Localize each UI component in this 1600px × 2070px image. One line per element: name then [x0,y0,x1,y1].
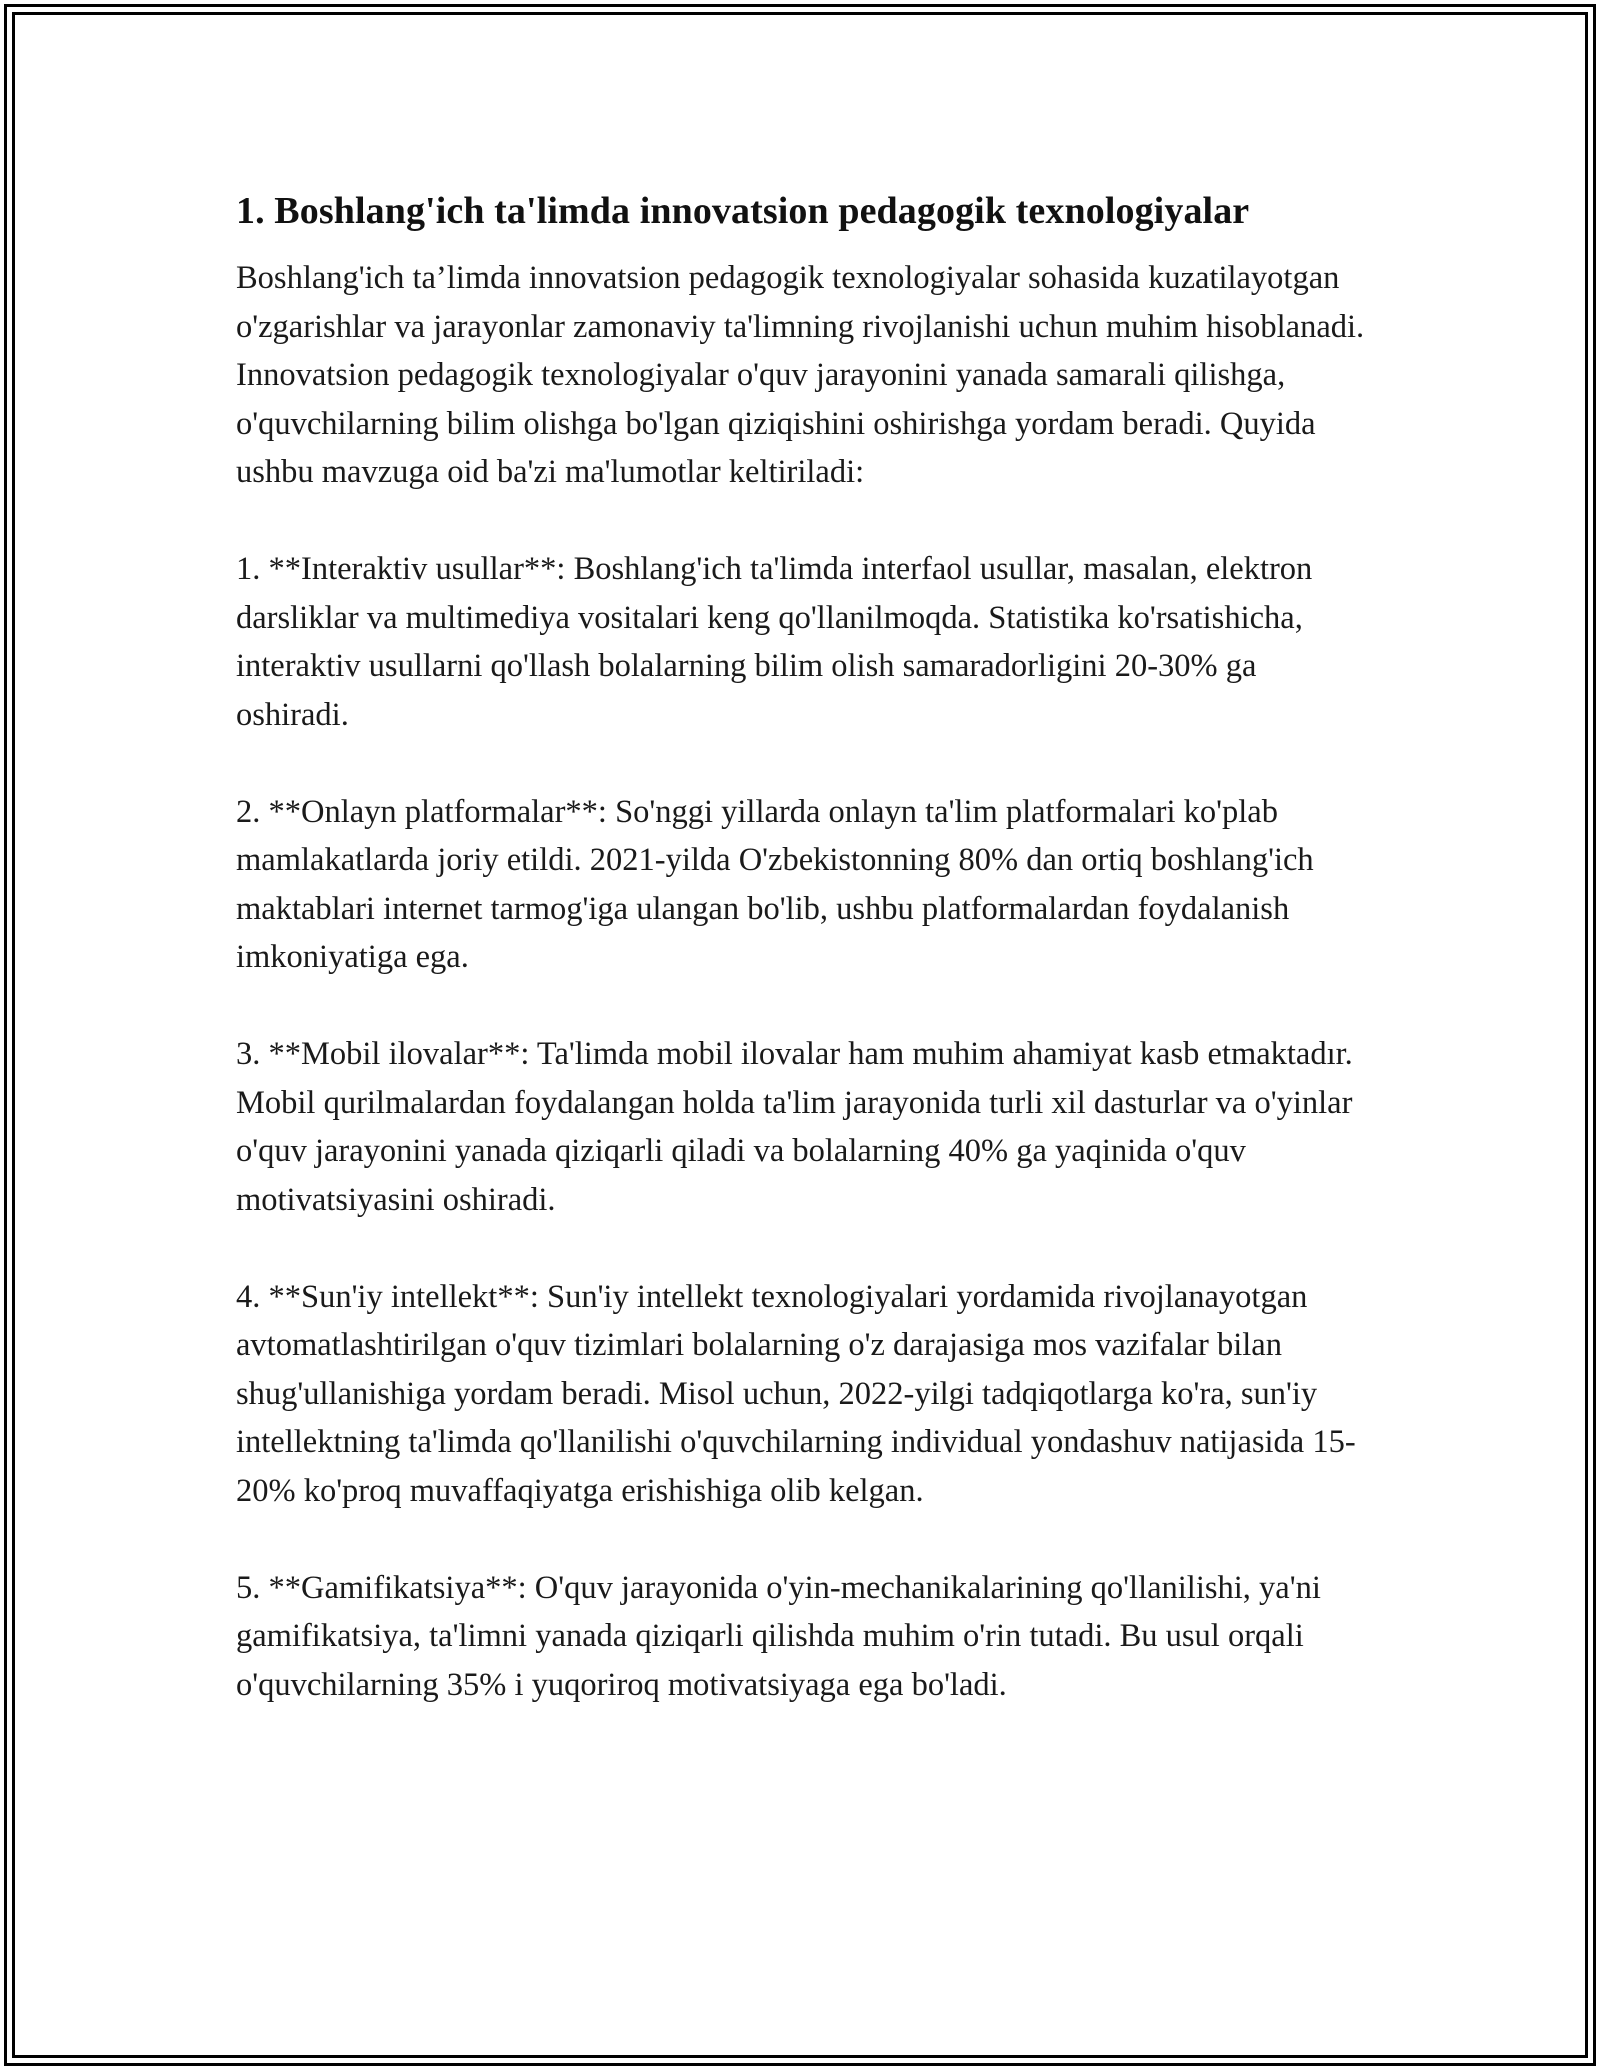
document-body [236,186,1376,1758]
list-item-online-platforms: 2. **Onlayn platformalar**: So'nggi yillarda onlayn ta'lim platformalari ko'plab mamlakatlarda joriy etildi. 2021-yilda O'zbekistonning 80% dan ortiq boshlang'ich maktablari internet tarmog'iga ulangan bo'lib, ushbu platformalardan foydalanish imkoniyatiga ega. [236,793,1314,975]
list-item-mobile-apps: 3. **Mobil ilovalar**: Ta'limda mobil ilovalar ham muhim ahamiyat kasb etmaktadır. Mobil qurilmalardan foydalangan holda ta'lim jarayonida turli xil dasturlar va o'yinlar o'quv jarayonini yanada qiziqarli qiladi va bolalarning 40% ga yaqinida o'quv motivatsiyasini oshiradi. [236,1036,1353,1218]
list-item-interactive-methods: 1. **Interaktiv usullar**: Boshlang'ich ta'limda interfaol usullar, masalan, elektron darsliklar va multimediya vositalari keng qo'llanilmoqda. Statistika ko'rsatishicha, interaktiv usullarni qo'llash bolalarning bilim olish samaradorligini 20-30% ga oshiradi. [236,551,1313,733]
intro-paragraph: Boshlang'ich ta’limda innovatsion pedagogik texnologiyalar sohasida kuzatilayotgan o'zgarishlar va jarayonlar zamonaviy ta'limning rivojlanishi uchun muhim hisoblanadi. Innovatsion pedagogik texnologiyalar o'quv jarayonini yanada samarali qilishga, o'quvchilarning bilim olishga bo'lgan qiziqishini oshirishga yordam beradi. Quyida ushbu mavzuga oid ba'zi ma'lumotlar keltiriladi: [236,260,1365,490]
list-item-gamification: 5. **Gamifikatsiya**: O'quv jarayonida o'yin-mechanikalarining qo'llanilishi, ya'ni gamifikatsiya, ta'limni yanada qiziqarli qilishda muhim o'rin tutadi. Bu usul orqali o'quvchilarning 35% i yuqoriroq motivatsiyaga ega bo'ladi. [236,1569,1321,1703]
list-item-artificial-intelligence: 4. **Sun'iy intellekt**: Sun'iy intellekt texnologiyalari yordamida rivojlanayotgan avtomatlashtirilgan o'quv tizimlari bolalarning o'z darajasiga mos vazifalar bilan shug'ullanishiga yordam beradi. Misol uchun, 2022-yilgi tadqiqotlarga ko'ra, sun'iy intellektning ta'limda qo'llanilishi o'quvchilarning individual yondashuv natijasida 15-20% ko'proq muvaffaqiyatga erishishiga olib kelgan. [236,1278,1356,1509]
document-title: 1. Boshlang'ich ta'limda innovatsion pedagogik texnologiyalar [236,190,1250,232]
